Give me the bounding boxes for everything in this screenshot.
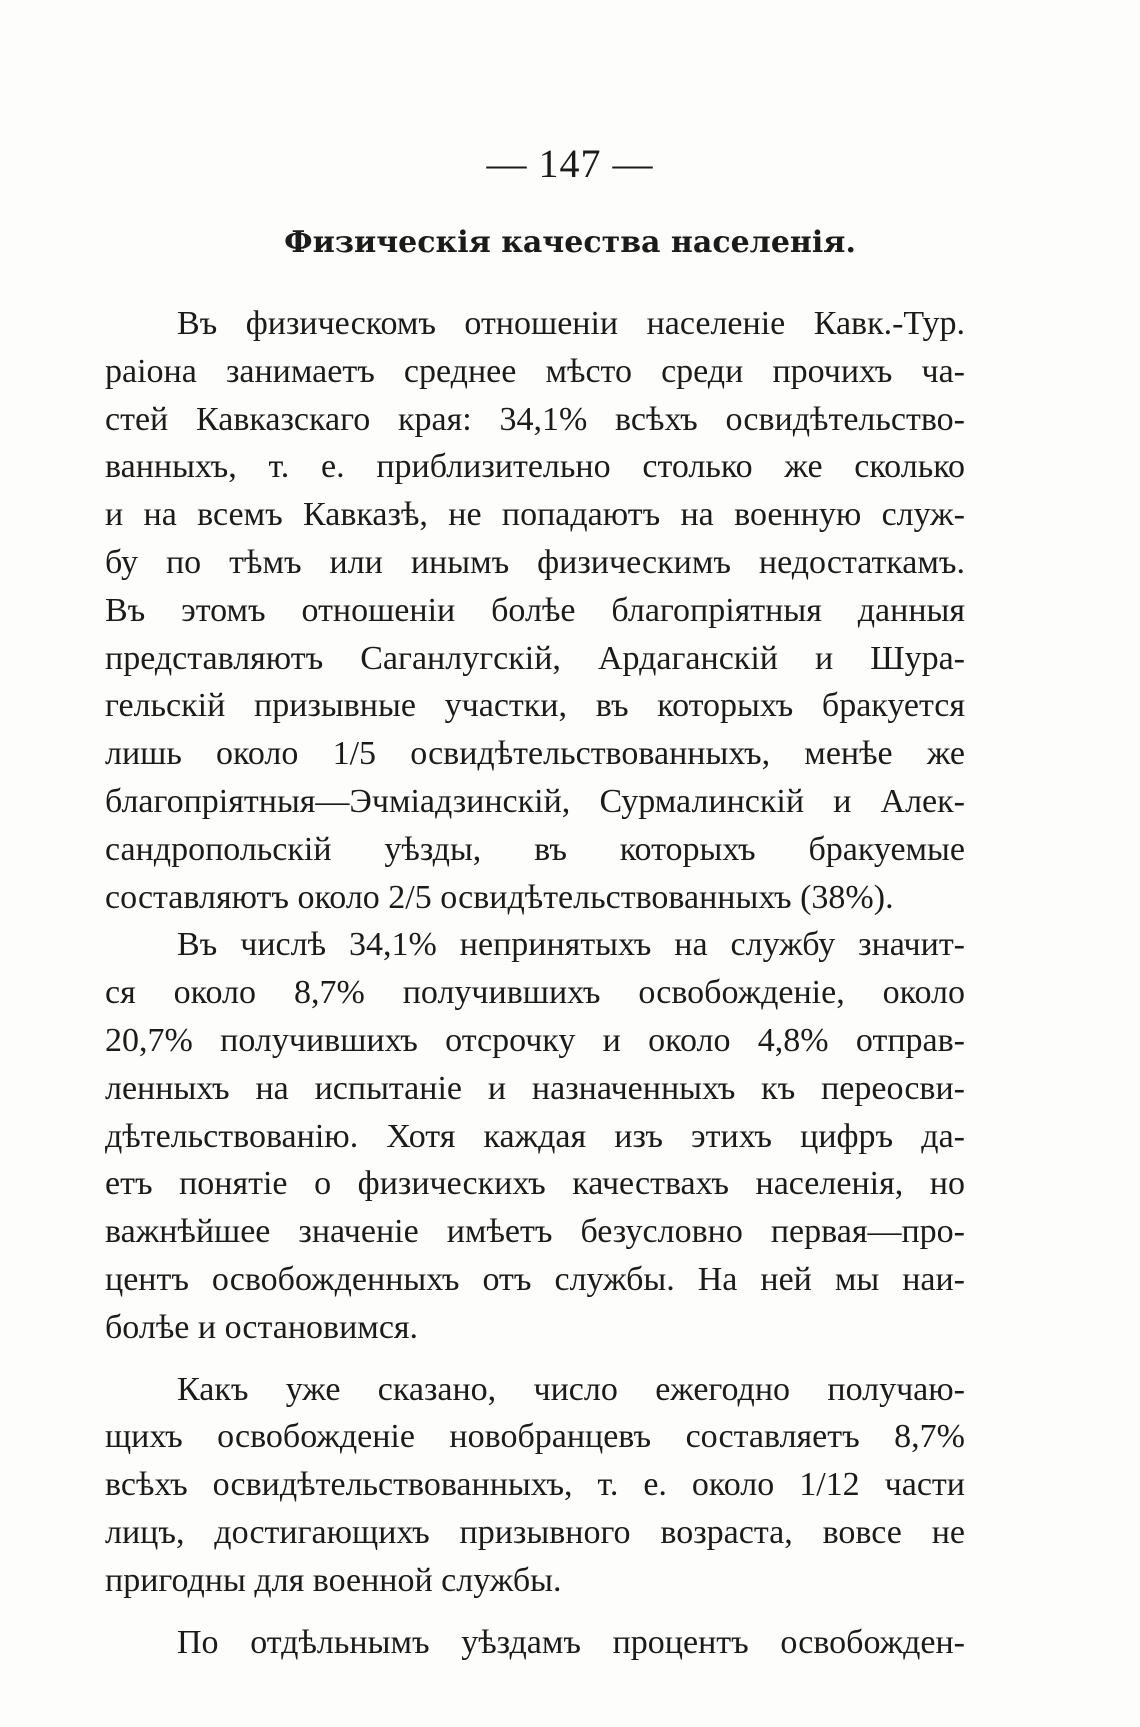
text-line: Въ числѣ 34,1% непринятыхъ на службу значит- bbox=[177, 926, 965, 964]
text-line: дѣтельствованію. Хотя каждая изъ этихъ цифръ да- bbox=[105, 1117, 965, 1155]
paragraph bbox=[105, 1366, 965, 1605]
text-line: важнѣйшее значеніе имѣетъ безусловно первая—про- bbox=[105, 1213, 965, 1251]
text-line: болѣе и остановимся. bbox=[105, 1308, 419, 1346]
paragraph-gap bbox=[105, 1352, 965, 1366]
text-line: бу по тѣмъ или инымъ физическимъ недостаткамъ. bbox=[105, 543, 965, 581]
paragraph bbox=[105, 921, 965, 1351]
paragraph-gap bbox=[105, 1605, 965, 1619]
text-line: пригодны для военной службы. bbox=[105, 1561, 562, 1599]
text-line: всѣхъ освидѣтельствованныхъ, т. е. около 1/12 части bbox=[105, 1466, 965, 1504]
text-line: гельскій призывные участки, въ которыхъ бракуется bbox=[105, 687, 965, 725]
section-heading: Физическія качества населенія. bbox=[284, 225, 856, 260]
paragraph bbox=[105, 1619, 965, 1667]
text-line: етъ понятіе о физическихъ качествахъ населенія, но bbox=[105, 1165, 965, 1203]
page-number: — 147 — bbox=[486, 141, 654, 186]
text-line: ся около 8,7% получившихъ освобожденіе, около bbox=[105, 974, 965, 1012]
text-line: щихъ освобожденіе новобранцевъ составляетъ 8,7% bbox=[105, 1418, 965, 1456]
text-line: Въ этомъ отношеніи болѣе благопріятныя данныя bbox=[105, 591, 965, 629]
text-line: По отдѣльнымъ уѣздамъ процентъ освобожден- bbox=[177, 1623, 965, 1661]
text-line: благопріятныя—Эчміадзинскій, Сурмалинскій и Алек- bbox=[105, 782, 965, 820]
text-line: стей Кавказскаго края: 34,1% всѣхъ освидѣтельство- bbox=[105, 400, 965, 438]
text-line: лицъ, достигающихъ призывного возраста, вовсе не bbox=[105, 1513, 965, 1551]
text-line: 20,7% получившихъ отсрочку и около 4,8% отправ- bbox=[105, 1021, 965, 1059]
text-line: ванныхъ, т. е. приблизительно столько же сколько bbox=[105, 448, 965, 486]
text-line: ленныхъ на испытаніе и назначенныхъ къ переосви- bbox=[105, 1069, 965, 1107]
text-line: сандропольскій уѣзды, въ которыхъ бракуемые bbox=[105, 830, 965, 868]
text-line: раіона занимаетъ среднее мѣсто среди прочихъ ча- bbox=[105, 352, 965, 390]
body-text bbox=[105, 300, 965, 1666]
text-line: и на всемъ Кавказѣ, не попадаютъ на военную служ- bbox=[105, 496, 965, 534]
paragraph bbox=[105, 300, 965, 921]
text-line: центъ освобожденныхъ отъ службы. На ней мы наи- bbox=[105, 1260, 965, 1298]
text-line: составляютъ около 2/5 освидѣтельствованныхъ (38%). bbox=[105, 878, 894, 916]
text-line: представляютъ Саганлугскій, Ардаганскій и Шура- bbox=[105, 639, 965, 677]
text-line: лишь около 1/5 освидѣтельствованныхъ, менѣе же bbox=[105, 735, 965, 773]
text-line: Какъ уже сказано, число ежегодно получаю- bbox=[177, 1370, 965, 1408]
text-line: Въ физическомъ отношеніи населеніе Кавк.-Тур. bbox=[177, 305, 965, 342]
